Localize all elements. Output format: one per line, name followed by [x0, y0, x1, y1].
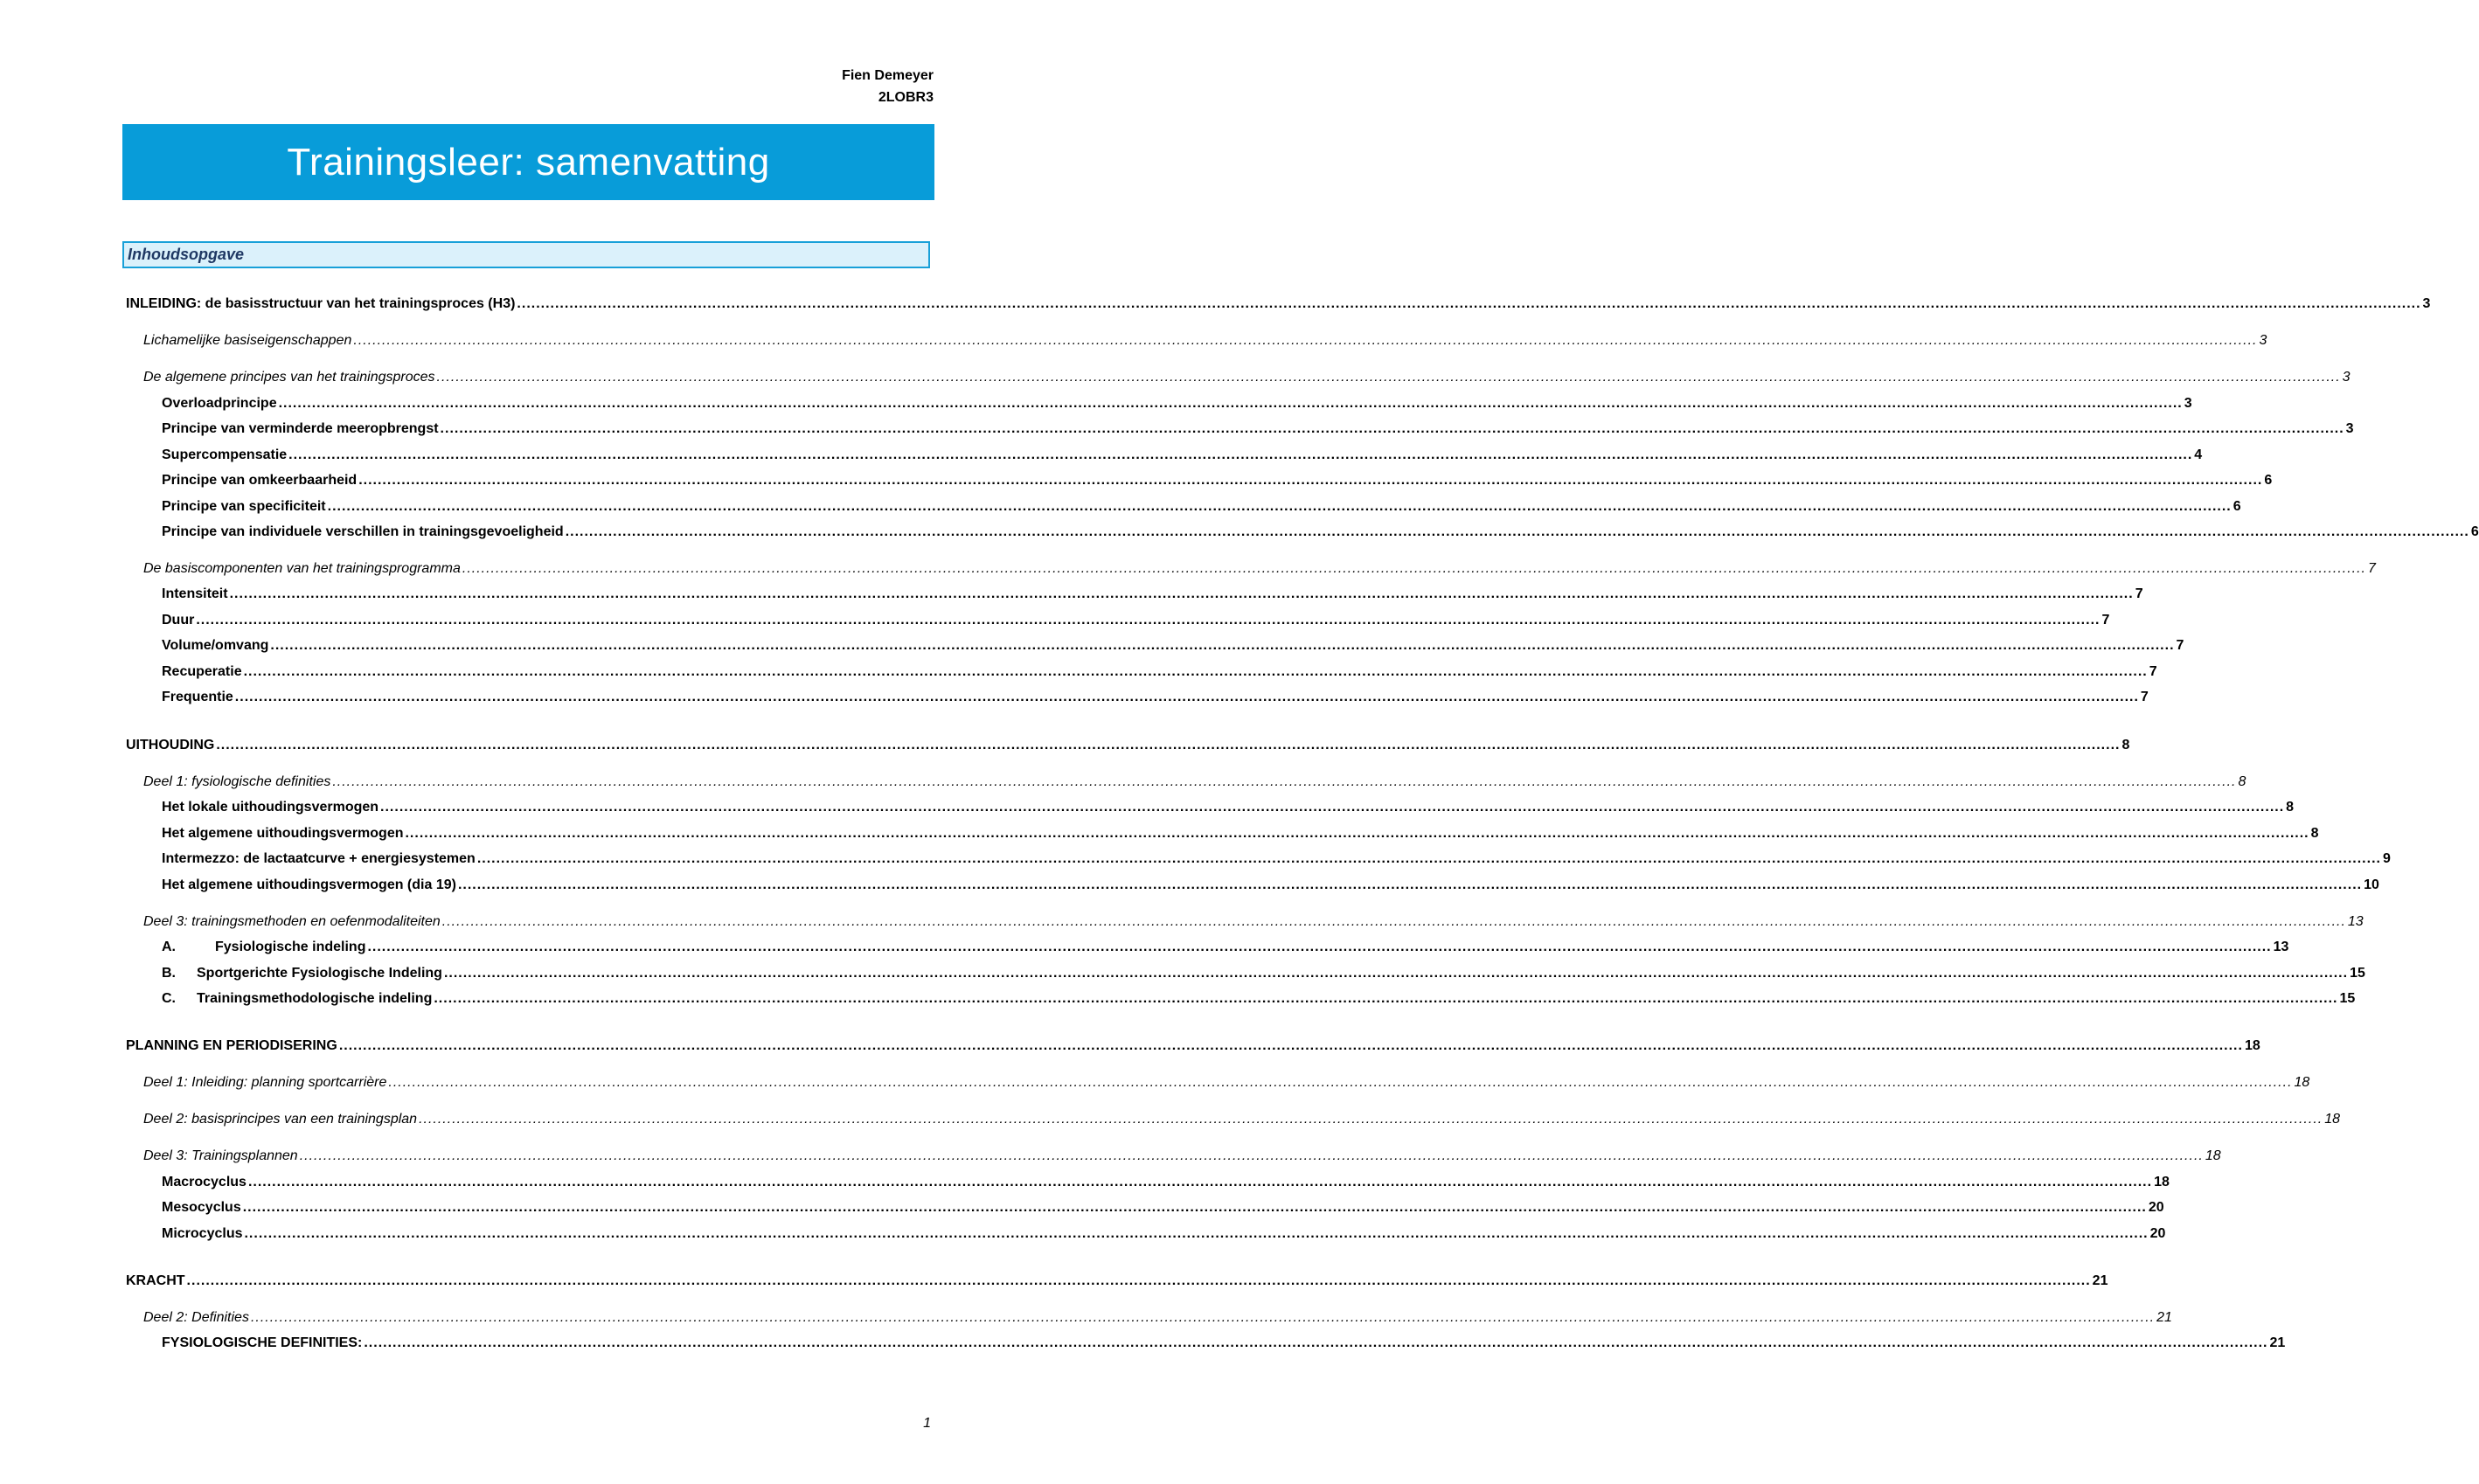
toc-entry-text: Principe van omkeerbaarheid [162, 473, 358, 488]
toc-entry-text: INLEIDING: de basisstructuur van het trainingsproces (H3) [126, 296, 516, 311]
toc-dot-leader: ................................................................................................................................................................................................................................................................................................................................................................................................................ [234, 690, 2139, 704]
toc-entry-label [162, 825, 403, 843]
toc-heading: Inhoudsopgave [122, 241, 930, 268]
toc-entry-label [162, 447, 287, 464]
toc-entry-page: 3 [2342, 370, 2351, 385]
toc-entry-text: Recuperatie [162, 664, 242, 679]
toc-entry-page: 13 [2347, 914, 2364, 929]
toc-entry-page: 18 [2244, 1038, 2260, 1053]
toc-entry-label [162, 524, 564, 541]
toc-entry-label [162, 395, 277, 413]
toc-dot-leader: ................................................................................................................................................................................................................................................................................................................................................................................................................ [196, 613, 2101, 628]
toc-dot-leader: ................................................................................................................................................................................................................................................................................................................................................................................................................ [242, 1200, 2147, 1215]
toc-entry-text: Deel 3: Trainingsplannen [143, 1148, 298, 1163]
toc-entry-text: Overloadprincipe [162, 396, 277, 411]
toc-dot-leader: ................................................................................................................................................................................................................................................................................................................................................................................................................ [338, 1038, 2243, 1053]
toc-entry-page: 3 [2422, 296, 2431, 311]
toc-dot-leader: ................................................................................................................................................................................................................................................................................................................................................................................................................ [353, 333, 2258, 348]
toc-entry-page: 7 [2101, 613, 2110, 628]
toc-entry-label [143, 913, 441, 931]
toc-entry-label [143, 1309, 249, 1327]
toc-entry[interactable] [162, 586, 2143, 603]
toc-entry-text: Intermezzo: de lactaatcurve + energiesystemen [162, 851, 476, 866]
toc-entry-label [162, 498, 326, 516]
toc-entry-text: Duur [162, 613, 195, 628]
toc-entry[interactable] [162, 1199, 2164, 1217]
toc-entry-page: 4 [2194, 447, 2203, 462]
toc-entry-page: 10 [2364, 877, 2379, 892]
toc-dot-leader: ................................................................................................................................................................................................................................................................................................................................................................................................................ [419, 1112, 2323, 1127]
toc-entry[interactable] [162, 637, 2184, 655]
toc-dot-leader: ................................................................................................................................................................................................................................................................................................................................................................................................................ [441, 914, 2346, 929]
toc-entry[interactable] [162, 612, 2110, 629]
toc-dot-leader: ................................................................................................................................................................................................................................................................................................................................................................................................................ [278, 396, 2183, 411]
toc-entry-label [126, 737, 214, 754]
toc-entry-text: Principe van individuele verschillen in trainingsgevoeligheid [162, 524, 564, 539]
toc-dot-leader: ................................................................................................................................................................................................................................................................................................................................................................................................................ [476, 851, 2381, 866]
toc-entry[interactable] [162, 990, 2356, 1008]
toc-entry-page: 13 [2273, 940, 2289, 954]
toc-dot-leader: ................................................................................................................................................................................................................................................................................................................................................................................................................ [250, 1310, 2156, 1325]
toc-entry[interactable] [162, 939, 2289, 956]
toc-entry-text: Volume/omvang [162, 638, 269, 653]
toc-entry-page: 21 [2156, 1310, 2172, 1325]
toc-entry-letter: C. [162, 991, 176, 1006]
toc-entry-label [162, 850, 476, 868]
toc-entry-text: Supercompensatie [162, 447, 288, 462]
toc-dot-leader: ................................................................................................................................................................................................................................................................................................................................................................................................................ [405, 826, 2309, 841]
toc-entry-label [143, 332, 351, 350]
toc-entry[interactable] [162, 1174, 2170, 1191]
toc-dot-leader: ................................................................................................................................................................................................................................................................................................................................................................................................................ [434, 991, 2338, 1006]
toc-entry-text: Fysiologische indeling [215, 940, 366, 954]
toc-entry[interactable] [162, 689, 2149, 706]
toc-entry[interactable] [143, 1309, 2172, 1327]
class-code: 2LOBR3 [878, 90, 934, 105]
toc-entry-page: 21 [2269, 1335, 2286, 1350]
toc-entry-page: 18 [2294, 1075, 2310, 1090]
toc-entry-label [143, 1074, 386, 1092]
toc-dot-leader: ................................................................................................................................................................................................................................................................................................................................................................................................................ [332, 774, 2237, 789]
toc-entry[interactable] [143, 1148, 2221, 1165]
toc-entry-text: Frequentie [162, 690, 233, 704]
toc-entry[interactable] [143, 332, 2267, 350]
toc-entry-page: 18 [2205, 1148, 2221, 1163]
toc-entry-page: 7 [2140, 690, 2149, 704]
toc-entry-page: 7 [2135, 586, 2143, 601]
toc-entry-label [162, 1225, 242, 1243]
toc-entry-label [162, 1199, 241, 1217]
toc-entry-label [162, 663, 242, 681]
toc-entry-text: Deel 1: Inleiding: planning sportcarrière [143, 1075, 387, 1090]
toc-entry-page: 3 [2184, 396, 2192, 411]
toc-dot-leader: ................................................................................................................................................................................................................................................................................................................................................................................................................ [457, 877, 2363, 892]
toc-entry-page: 6 [2232, 499, 2241, 514]
toc-entry-label [162, 877, 456, 894]
toc-entry-letter: B. [162, 966, 176, 981]
toc-entry[interactable] [162, 447, 2203, 464]
toc-entry-label [162, 586, 228, 603]
toc-entry[interactable] [162, 524, 2479, 541]
toc-dot-leader: ................................................................................................................................................................................................................................................................................................................................................................................................................ [243, 664, 2148, 679]
toc-entry-text: Deel 3: trainingsmethoden en oefenmodaliteiten [143, 914, 441, 929]
author-name: Fien Demeyer [842, 68, 934, 83]
toc-entry-letter: A. [162, 940, 176, 954]
toc-entry-text: Het algemene uithoudingsvermogen (dia 19) [162, 877, 456, 892]
toc-entry-page: 7 [2368, 561, 2376, 576]
toc-entry-text: Intensiteit [162, 586, 228, 601]
toc-entry-label [162, 420, 439, 438]
toc-dot-leader: ................................................................................................................................................................................................................................................................................................................................................................................................................ [229, 586, 2134, 601]
toc-entry-text: De basiscomponenten van het trainingsprogramma [143, 561, 461, 576]
toc-entry-text: Trainingsmethodologische indeling [197, 991, 433, 1006]
toc-entry-page: 8 [2310, 826, 2319, 841]
toc-entry[interactable] [162, 850, 2391, 868]
toc-entry-page: 7 [2149, 664, 2157, 679]
toc-dot-leader: ................................................................................................................................................................................................................................................................................................................................................................................................................ [244, 1226, 2149, 1241]
toc-dot-leader: ................................................................................................................................................................................................................................................................................................................................................................................................................ [436, 370, 2341, 385]
toc-entry-page: 9 [2382, 851, 2391, 866]
toc-entry-page: 6 [2470, 524, 2479, 539]
page-number: 1 [923, 1416, 931, 1431]
toc-entry-page: 3 [2259, 333, 2267, 348]
toc-entry-page: 21 [2092, 1273, 2108, 1288]
toc-entry-text: De algemene principes van het trainingsproces [143, 370, 435, 385]
toc-entry-page: 18 [2154, 1175, 2170, 1189]
toc-entry-label [143, 560, 461, 578]
toc-dot-leader: ................................................................................................................................................................................................................................................................................................................................................................................................................ [288, 447, 2193, 462]
toc-entry-text: UITHOUDING [126, 738, 215, 752]
toc-entry-text: Het algemene uithoudingsvermogen [162, 826, 404, 841]
toc-entry-page: 15 [2339, 991, 2356, 1006]
toc-dot-leader: ................................................................................................................................................................................................................................................................................................................................................................................................................ [270, 638, 2175, 653]
toc-entry[interactable] [162, 420, 2354, 438]
toc-entry-text: Deel 2: Definities [143, 1310, 249, 1325]
toc-entry-label [143, 773, 330, 791]
toc-entry-text: FYSIOLOGISCHE DEFINITIES: [162, 1335, 363, 1350]
toc-entry-label [126, 1037, 337, 1055]
toc-entry-text: Mesocyclus [162, 1200, 241, 1215]
toc-dot-leader: ................................................................................................................................................................................................................................................................................................................................................................................................................ [565, 524, 2469, 539]
toc-dot-leader: ................................................................................................................................................................................................................................................................................................................................................................................................................ [440, 421, 2344, 436]
toc-entry-label [162, 1335, 362, 1352]
toc-entry-label [126, 295, 515, 313]
toc-entry-page: 8 [2238, 774, 2246, 789]
toc-dot-leader: ................................................................................................................................................................................................................................................................................................................................................................................................................ [380, 800, 2285, 815]
toc-entry-page: 20 [2148, 1200, 2164, 1215]
toc-entry[interactable] [162, 965, 2365, 982]
toc-entry-page: 8 [2121, 738, 2130, 752]
toc-entry-label [162, 939, 365, 956]
toc-entry-label [162, 472, 357, 489]
toc-entry[interactable] [162, 498, 2241, 516]
toc-entry[interactable] [162, 663, 2157, 681]
toc-entry-text: Deel 1: fysiologische definities [143, 774, 331, 789]
toc-entry[interactable] [143, 369, 2351, 386]
toc-entry-text: PLANNING EN PERIODISERING [126, 1038, 337, 1053]
toc-entry-label [162, 799, 378, 816]
toc-entry-label [162, 1174, 247, 1191]
toc-dot-leader: ................................................................................................................................................................................................................................................................................................................................................................................................................ [443, 966, 2349, 981]
toc-entry-text: Principe van specificiteit [162, 499, 326, 514]
toc-dot-leader: ................................................................................................................................................................................................................................................................................................................................................................................................................ [388, 1075, 2293, 1090]
toc-entry[interactable] [162, 395, 2192, 413]
toc-entry-page: 18 [2324, 1112, 2340, 1127]
toc-entry-text: Lichamelijke basiseigenschappen [143, 333, 352, 348]
toc-entry-label [143, 369, 435, 386]
toc-entry[interactable] [126, 737, 2130, 754]
toc-entry-label [162, 965, 442, 982]
toc-entry-page: 7 [2176, 638, 2184, 653]
toc-entry-label [162, 637, 268, 655]
toc-dot-leader: ................................................................................................................................................................................................................................................................................................................................................................................................................ [216, 738, 2121, 752]
toc-entry-label [143, 1111, 417, 1128]
toc-entry-label [162, 990, 432, 1008]
toc-entry[interactable] [126, 295, 2431, 313]
toc-entry-text: Microcyclus [162, 1226, 243, 1241]
toc-entry[interactable] [162, 825, 2319, 843]
toc-entry-page: 6 [2264, 473, 2273, 488]
toc-entry-label [143, 1148, 298, 1165]
toc-entry[interactable] [143, 913, 2364, 931]
toc-entry[interactable] [143, 560, 2376, 578]
toc-entry-text: Sportgerichte Fysiologische Indeling [197, 966, 442, 981]
document-header [842, 65, 934, 108]
toc-entry-label [162, 612, 194, 629]
toc-dot-leader: ................................................................................................................................................................................................................................................................................................................................................................................................................ [364, 1335, 2268, 1350]
toc-entry[interactable] [126, 1037, 2260, 1055]
toc-entry-text: Het lokale uithoudingsvermogen [162, 800, 379, 815]
toc-entry-text: Macrocyclus [162, 1175, 247, 1189]
toc-entry-page: 3 [2345, 421, 2354, 436]
toc-entry[interactable] [162, 472, 2273, 489]
toc-entry[interactable] [143, 1074, 2310, 1092]
toc-entry-text: Deel 2: basisprincipes van een trainingsplan [143, 1112, 418, 1127]
toc-entry[interactable] [162, 1335, 2286, 1352]
toc-dot-leader: ................................................................................................................................................................................................................................................................................................................................................................................................................ [247, 1175, 2153, 1189]
toc-entry-page: 20 [2149, 1226, 2166, 1241]
toc-entry[interactable] [143, 1111, 2340, 1128]
toc-entry-text: KRACHT [126, 1273, 185, 1288]
toc-entry-label [162, 689, 233, 706]
toc-dot-leader: ................................................................................................................................................................................................................................................................................................................................................................................................................ [367, 940, 2272, 954]
document-title: Trainingsleer: samenvatting [122, 124, 934, 200]
toc-entry[interactable] [162, 877, 2379, 894]
toc-dot-leader: ................................................................................................................................................................................................................................................................................................................................................................................................................ [327, 499, 2232, 514]
toc-entry-label [126, 1272, 185, 1290]
toc-entry[interactable] [143, 773, 2246, 791]
toc-entry-page: 15 [2350, 966, 2365, 981]
toc-entry-page: 8 [2286, 800, 2295, 815]
toc-dot-leader: ................................................................................................................................................................................................................................................................................................................................................................................................................ [517, 296, 2421, 311]
toc-dot-leader: ................................................................................................................................................................................................................................................................................................................................................................................................................ [186, 1273, 2091, 1288]
toc-entry[interactable] [162, 799, 2295, 816]
toc-dot-leader: ................................................................................................................................................................................................................................................................................................................................................................................................................ [462, 561, 2366, 576]
toc-entry[interactable] [126, 1272, 2108, 1290]
toc-dot-leader: ................................................................................................................................................................................................................................................................................................................................................................................................................ [299, 1148, 2204, 1163]
toc-entry[interactable] [162, 1225, 2166, 1243]
toc-entry-text: Principe van verminderde meeropbrengst [162, 421, 439, 436]
toc-dot-leader: ................................................................................................................................................................................................................................................................................................................................................................................................................ [358, 473, 2263, 488]
